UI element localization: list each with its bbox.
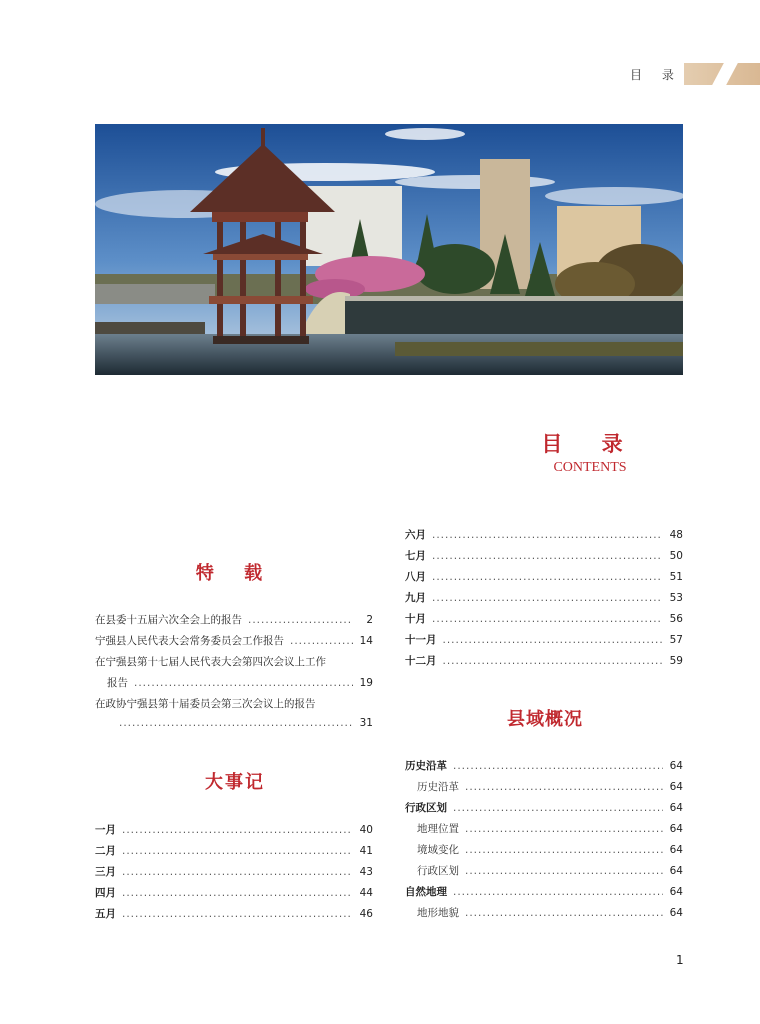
toc-entry[interactable]: [405, 590, 683, 611]
leader-dots: [443, 634, 664, 646]
leader-dots: [453, 802, 663, 814]
toc-entry-page: 64: [669, 865, 683, 877]
toc-entry-label: 自然地理: [405, 886, 447, 898]
toc-entry-page: 44: [359, 887, 373, 899]
toc-entry[interactable]: [95, 612, 373, 633]
toc-entry-label: 历史沿革: [417, 781, 459, 793]
leader-dots: [248, 614, 353, 626]
leader-dots: [432, 571, 663, 583]
leader-dots: [290, 635, 353, 647]
leader-dots: [465, 844, 663, 856]
leader-dots: [134, 677, 353, 689]
toc-entry-page: 14: [359, 635, 373, 647]
toc-entry-page: 64: [669, 886, 683, 898]
toc-entry-page: 46: [359, 908, 373, 920]
leader-dots: [119, 717, 353, 729]
toc-entry-page: 64: [669, 907, 683, 919]
toc-entry-line2[interactable]: [95, 717, 373, 738]
toc-list-months: [405, 527, 683, 674]
toc-title: 目 录: [541, 432, 639, 456]
toc-entry-label: 行政区划: [405, 802, 447, 814]
header-label: 目 录: [630, 68, 682, 82]
toc-entry-label: 历史沿革: [405, 760, 447, 772]
toc-subentry[interactable]: [405, 905, 683, 926]
toc-entry-label: 境域变化: [417, 844, 459, 856]
toc-entry[interactable]: [405, 800, 683, 821]
toc-entry[interactable]: [405, 653, 683, 674]
toc-subentry[interactable]: [405, 842, 683, 863]
leader-dots: [443, 655, 664, 667]
toc-list-xianyu: [405, 758, 683, 926]
section-title-xianyu: 县域概况: [507, 709, 583, 730]
toc-entry[interactable]: [405, 569, 683, 590]
toc-list-tezai: [95, 612, 373, 738]
toc-entry-label: 八月: [405, 571, 426, 583]
toc-entry-page: 59: [669, 655, 683, 667]
toc-entry-label: 四月: [95, 887, 116, 899]
leader-dots: [432, 613, 663, 625]
leader-dots: [465, 865, 663, 877]
toc-entry-label: 在政协宁强县第十届委员会第三次会议上的报告: [95, 698, 316, 710]
toc-entry[interactable]: [95, 822, 373, 843]
leader-dots: [122, 845, 353, 857]
toc-entry-label: 七月: [405, 550, 426, 562]
toc-list-dashiji: [95, 822, 373, 927]
toc-entry-line2[interactable]: [95, 675, 373, 696]
section-title-tezai: 特 载: [195, 563, 275, 584]
toc-entry[interactable]: [95, 633, 373, 654]
toc-entry-label: 三月: [95, 866, 116, 878]
toc-entry-label: 二月: [95, 845, 116, 857]
toc-entry-label: 宁强县人民代表大会常务委员会工作报告: [95, 635, 284, 647]
leader-dots: [432, 592, 663, 604]
leader-dots: [465, 781, 663, 793]
toc-entry-line1[interactable]: [95, 696, 373, 717]
toc-entry-label: 地理位置: [417, 823, 459, 835]
toc-entry-page: 51: [669, 571, 683, 583]
toc-entry-label: 一月: [95, 824, 116, 836]
toc-entry-page: 50: [669, 550, 683, 562]
toc-entry[interactable]: [405, 758, 683, 779]
leader-dots: [465, 823, 663, 835]
leader-dots: [453, 886, 663, 898]
page-number: 1: [676, 953, 684, 967]
toc-entry[interactable]: [405, 884, 683, 905]
toc-entry[interactable]: [405, 548, 683, 569]
leader-dots: [122, 887, 353, 899]
toc-entry-page: 40: [359, 824, 373, 836]
toc-entry[interactable]: [95, 843, 373, 864]
toc-entry[interactable]: [405, 611, 683, 632]
toc-entry-page: 19: [359, 677, 373, 689]
toc-subentry[interactable]: [405, 863, 683, 884]
toc-entry-page: 56: [669, 613, 683, 625]
toc-entry[interactable]: [95, 864, 373, 885]
toc-entry-label: 在宁强县第十七届人民代表大会第四次会议上工作: [95, 656, 326, 668]
leader-dots: [122, 866, 353, 878]
toc-entry-page: 43: [359, 866, 373, 878]
leader-dots: [453, 760, 663, 772]
toc-entry[interactable]: [405, 527, 683, 548]
toc-entry[interactable]: [95, 885, 373, 906]
header-tab-decoration: [684, 63, 760, 85]
toc-entry-label: 地形地貌: [417, 907, 459, 919]
toc-entry-line1[interactable]: [95, 654, 373, 675]
toc-entry-page: 57: [669, 634, 683, 646]
toc-entry-page: 64: [669, 781, 683, 793]
toc-subentry[interactable]: [405, 821, 683, 842]
leader-dots: [432, 550, 663, 562]
toc-entry-page: 64: [669, 802, 683, 814]
toc-entry[interactable]: [405, 632, 683, 653]
toc-entry-label: 十一月: [405, 634, 437, 646]
toc-entry-label: 十二月: [405, 655, 437, 667]
toc-entry-page: 2: [366, 614, 373, 626]
toc-entry-label: 在县委十五届六次全会上的报告: [95, 614, 242, 626]
toc-entry-label: 五月: [95, 908, 116, 920]
toc-entry-page: 41: [359, 845, 373, 857]
toc-entry-label: 报告: [107, 677, 128, 689]
section-title-dashiji: 大事记: [205, 772, 265, 793]
landscape-photo-illustration: [95, 124, 683, 375]
leader-dots: [432, 529, 663, 541]
toc-subtitle: CONTENTS: [553, 460, 627, 475]
toc-entry-label: 行政区划: [417, 865, 459, 877]
leader-dots: [465, 907, 663, 919]
toc-entry-label: 六月: [405, 529, 426, 541]
toc-entry-page: 48: [669, 529, 683, 541]
toc-entry-page: 64: [669, 823, 683, 835]
toc-entry-page: 64: [669, 760, 683, 772]
toc-entry-page: 64: [669, 844, 683, 856]
toc-entry-label: 九月: [405, 592, 426, 604]
toc-subentry[interactable]: [405, 779, 683, 800]
cover-photo: [95, 124, 683, 375]
toc-entry-page: 53: [669, 592, 683, 604]
toc-entry-label: 十月: [405, 613, 426, 625]
leader-dots: [122, 908, 353, 920]
toc-entry[interactable]: [95, 906, 373, 927]
leader-dots: [122, 824, 353, 836]
toc-entry-page: 31: [359, 717, 373, 729]
